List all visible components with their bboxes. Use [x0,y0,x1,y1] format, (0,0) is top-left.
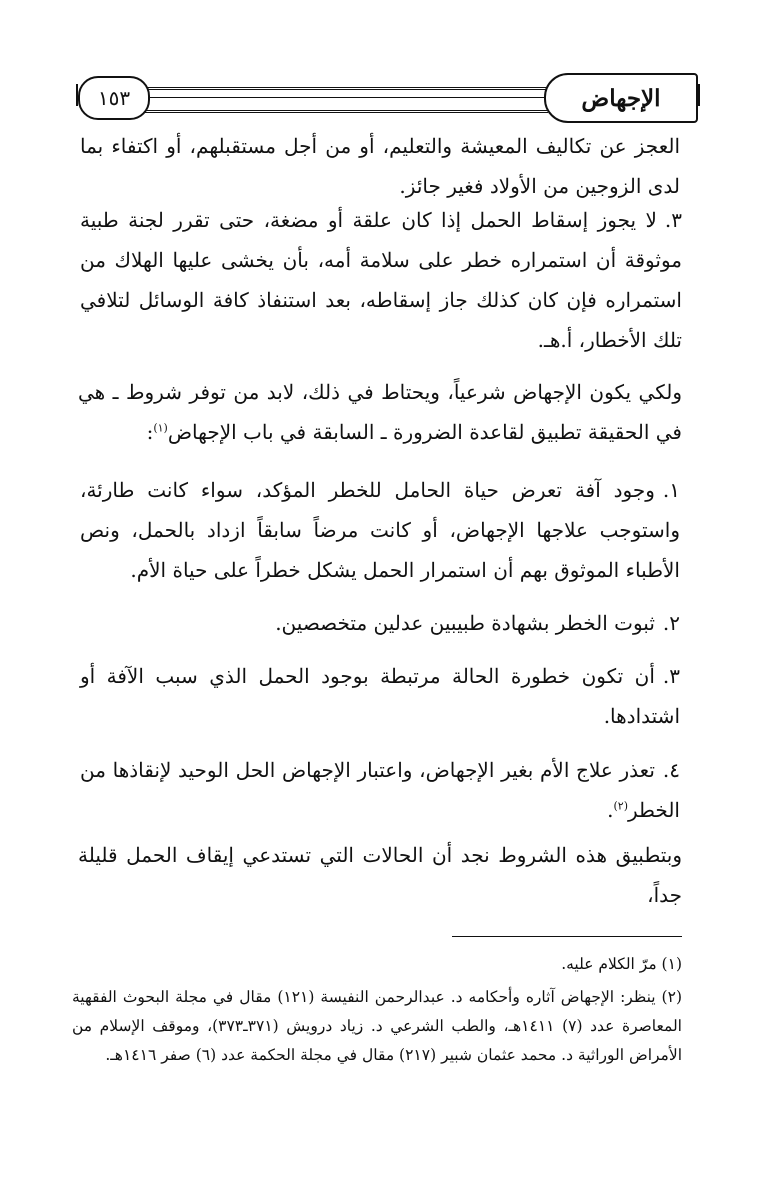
page-number-oval [78,76,150,120]
chapter-title: الإجهاض [581,84,661,112]
list-number: ٣. [662,664,680,688]
paragraph-final [78,835,682,915]
running-header [78,70,698,128]
header-double-rule [138,87,548,113]
paragraph-text: ولكي يكون الإجهاض شرعياً، ويحتاط في ذلك، لابد من توفر شروط ـ هي في الحقيقة تطبيق لقاعدة الضرورة ـ السابقة في باب الإجهاض [78,380,682,444]
chapter-title-cap [544,73,698,123]
list-text: وجود آفة تعرض حياة الحامل للخطر المؤكد، سواء كانت طارئة، واستوجب علاجها الإجهاض، أو كانت مرضاً سابقاً ازداد بالحمل، ونص الأطباء الموثوق بهم أن استمرار الحمل يشكل خطراً على حياة الأم. [80,478,680,582]
footnote-1 [72,950,682,979]
footnote-ref-1: (١) [153,421,168,435]
list-number: ٢. [662,611,680,635]
paragraph-text: وبتطبيق هذه الشروط نجد أن الحالات التي تستدعي إيقاف الحمل قليلة جداً، [78,843,682,907]
list-text: ثبوت الخطر بشهادة طبيبين عدلين متخصصين. [275,611,655,635]
header-end-ornament [698,84,710,106]
list-number: ٣. [664,208,682,232]
footnote-text: (١) مرّ الكلام عليه. [561,955,682,973]
list-number: ٤. [662,758,680,782]
paragraph-text: العجز عن تكاليف المعيشة والتعليم، أو من أجل مستقبلهم، أو اكتفاء بما لدى الزوجين من الأولاد فغير جائز. [80,134,680,198]
list-text: تعذر علاج الأم بغير الإجهاض، واعتبار الإجهاض الحل الوحيد لإنقاذها من الخطر [80,758,680,822]
list-text: أن تكون خطورة الحالة مرتبطة بوجود الحمل الذي سبب الآفة أو اشتدادها. [80,664,680,728]
condition-item-3 [80,656,680,736]
header-start-ornament [68,84,78,106]
condition-item-2 [80,603,680,643]
punctuation: : [146,420,154,444]
condition-item-1 [80,470,680,590]
list-number: ١. [662,478,680,502]
paragraph-continuation [80,126,680,206]
list-text: لا يجوز إسقاط الحمل إذا كان علقة أو مضغة، حتى تقرر لجنة طبية موثوقة أن استمراره خطر على سلامة أمه، بأن يخشى عليها الهلاك من استمراره فإن كان كذلك جاز إسقاطه، بعد استنفاذ كافة الوسائل لتلافي تلك الأخطار، أ.هـ. [80,208,682,352]
footnote-ref-2: (٢) [613,799,628,813]
paragraph-conditions-intro [78,372,682,452]
page-number: ١٥٣ [97,86,131,110]
footnote-2 [72,983,682,1070]
ruling-item-3 [80,200,682,360]
condition-item-4 [80,750,680,830]
footnote-separator [452,936,682,937]
footnote-text: (٢) ينظر: الإجهاض آثاره وأحكامه د. عبدالرحمن النفيسة (١٢١) مقال في مجلة البحوث الفقهية المعاصرة عدد (٧) ١٤١١هـ، والطب الشرعي د. زياد درويش (٣٧١ـ٣٧٣)، وموقف الإسلام من الأمراض الوراثية د. محمد عثمان شبير (٢١٧) مقال في مجلة الحكمة عدد (٦) صفر ١٤١٦هـ. [72,988,682,1064]
punctuation: . [607,798,614,822]
